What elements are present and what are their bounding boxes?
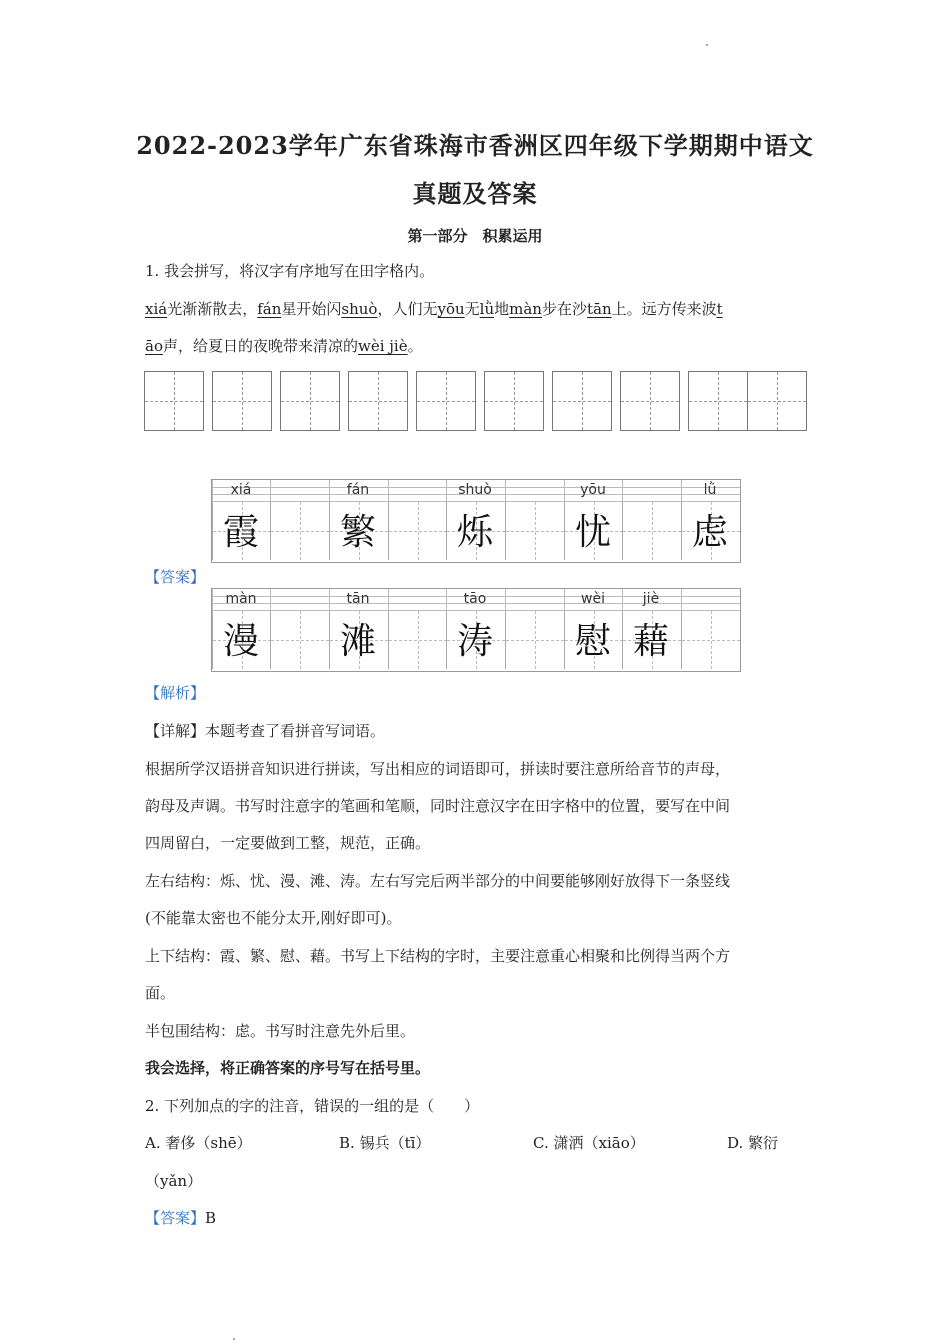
analysis-label: 【解析】 bbox=[145, 684, 206, 702]
answer-character: 滩 bbox=[339, 621, 376, 662]
grid-cell bbox=[270, 502, 329, 560]
pinyin-blank: lǜ bbox=[479, 300, 495, 318]
answer-pinyin: lǜ bbox=[703, 482, 717, 498]
answer-pinyin: shuò bbox=[458, 482, 492, 498]
answer-character: 忧 bbox=[574, 512, 611, 553]
answer-pinyin: wèi bbox=[581, 591, 605, 607]
q2-option-c[interactable]: C. 潇洒（xiāo） bbox=[533, 1134, 645, 1152]
explanation-p4: 左右结构：烁、忧、漫、滩、涛。左右写完后两半部分的中间要能够刚好放得下一条竖线 bbox=[145, 872, 731, 890]
section2-heading: 我会选择，将正确答案的序号写在括号里。 bbox=[145, 1059, 431, 1077]
sentence-text: 上。远方传来波 bbox=[611, 300, 717, 318]
sentence-text: 星开始闪 bbox=[281, 300, 342, 318]
tian-cell[interactable] bbox=[552, 371, 612, 431]
answer-pinyin: xiá bbox=[230, 482, 252, 498]
sentence-text: 光渐渐散去， bbox=[167, 300, 258, 318]
q1-sentence-line1 bbox=[145, 299, 815, 319]
answer-label: 【答案】 bbox=[145, 1209, 206, 1227]
answer-pinyin: fán bbox=[346, 482, 370, 498]
q2-option-d[interactable]: D. 繁衍 bbox=[727, 1134, 779, 1152]
grid-cell bbox=[505, 611, 564, 669]
explanation-p5: (不能靠太密也不能分太开,刚好即可)。 bbox=[145, 909, 402, 927]
tian-cell[interactable] bbox=[484, 371, 544, 431]
pinyin-blank: t bbox=[716, 300, 723, 318]
sentence-text: ，人们无 bbox=[377, 300, 438, 318]
grid-cell bbox=[388, 502, 447, 560]
tian-cell[interactable] bbox=[747, 371, 807, 431]
q1-prompt: 1. 我会拼写，将汉字有序地写在田字格内。 bbox=[145, 262, 435, 280]
explanation-p1: 根据所学汉语拼音知识进行拼读，写出相应的词语即可，拼读时要注意所给音节的声母， bbox=[145, 760, 731, 778]
answer-grid-row1 bbox=[211, 479, 741, 563]
answer-character: 藉 bbox=[632, 621, 669, 662]
answer-label: 【答案】 bbox=[145, 568, 206, 586]
pinyin-blank: tān bbox=[586, 300, 612, 318]
q2-option-a[interactable]: A. 奢侈（shē） bbox=[145, 1134, 252, 1152]
tian-cell[interactable] bbox=[144, 371, 204, 431]
answer-character: 繁 bbox=[339, 512, 376, 553]
corner-mark bbox=[706, 44, 708, 46]
tian-cell[interactable] bbox=[212, 371, 272, 431]
sentence-text: 步在沙 bbox=[541, 300, 587, 318]
answer-character: 烁 bbox=[456, 512, 493, 553]
tian-cell[interactable] bbox=[348, 371, 408, 431]
pinyin-blank: màn bbox=[509, 300, 542, 318]
answer-pinyin: yōu bbox=[580, 482, 606, 498]
pinyin-blank: xiá bbox=[145, 300, 168, 318]
answer-character: 涛 bbox=[456, 621, 493, 662]
grid-cell bbox=[681, 611, 740, 669]
answer-character: 漫 bbox=[222, 621, 259, 662]
detail-line bbox=[145, 721, 815, 741]
grid-cell bbox=[505, 502, 564, 560]
tian-cell[interactable] bbox=[280, 371, 340, 431]
answer-pinyin: tān bbox=[346, 591, 370, 607]
answer-character: 慰 bbox=[574, 621, 611, 662]
pinyin-blank: yōu bbox=[437, 300, 465, 318]
page-title-line2: 真题及答案 bbox=[412, 179, 538, 208]
explanation-p2: 韵母及声调。书写时注意字的笔画和笔顺，同时注意汉字在田字格中的位置，要写在中间 bbox=[145, 797, 731, 815]
answer-character: 虑 bbox=[691, 512, 728, 553]
q2-option-b[interactable]: B. 锡兵（tī） bbox=[339, 1134, 431, 1152]
explanation-p8: 半包围结构：虑。书写时注意先外后里。 bbox=[145, 1022, 416, 1040]
pinyin-blank: fán bbox=[257, 300, 282, 318]
explanation-p7: 面。 bbox=[145, 984, 176, 1002]
q2-answer-line bbox=[145, 1208, 815, 1228]
tian-cell[interactable] bbox=[620, 371, 680, 431]
q2-answer: B bbox=[205, 1209, 217, 1227]
grid-cell bbox=[270, 611, 329, 669]
grid-cell bbox=[388, 611, 447, 669]
answer-pinyin: jiè bbox=[642, 591, 660, 607]
sentence-text: 声，给夏日的夜晚带来清凉的 bbox=[162, 337, 358, 355]
answer-grid-row2 bbox=[211, 588, 741, 672]
answer-pinyin: tāo bbox=[463, 591, 487, 607]
footer-mark bbox=[233, 1338, 235, 1340]
detail-label: 【详解】 bbox=[145, 722, 206, 740]
detail-text: 本题考查了看拼音写词语。 bbox=[205, 722, 386, 740]
explanation-p6: 上下结构：霞、繁、慰、藉。书写上下结构的字时，主要注意重心相聚和比例得当两个方 bbox=[145, 947, 731, 965]
q2-option-d-cont: （yǎn） bbox=[145, 1172, 203, 1190]
sentence-text: 无 bbox=[464, 300, 480, 318]
page-title-line1: 2022-2023学年广东省珠海市香洲区四年级下学期期中语文 bbox=[136, 131, 814, 160]
answer-character: 霞 bbox=[222, 512, 259, 553]
sentence-text: 。 bbox=[407, 337, 423, 355]
pinyin-blank: āo bbox=[145, 337, 163, 355]
explanation-p3: 四周留白，一定要做到工整，规范，正确。 bbox=[145, 834, 431, 852]
pinyin-blank: shuò bbox=[341, 300, 378, 318]
section-title: 第一部分 积累运用 bbox=[407, 227, 543, 245]
q2-prompt: 2. 下列加点的字的注音，错误的一组的是（ ） bbox=[145, 1097, 480, 1115]
tian-cell[interactable] bbox=[416, 371, 476, 431]
pinyin-blank: wèi jiè bbox=[358, 337, 408, 355]
tian-cell[interactable] bbox=[688, 371, 748, 431]
q1-sentence-line2 bbox=[145, 336, 815, 356]
sentence-text: 地 bbox=[494, 300, 510, 318]
answer-pinyin: màn bbox=[225, 591, 257, 607]
grid-cell bbox=[622, 502, 681, 560]
